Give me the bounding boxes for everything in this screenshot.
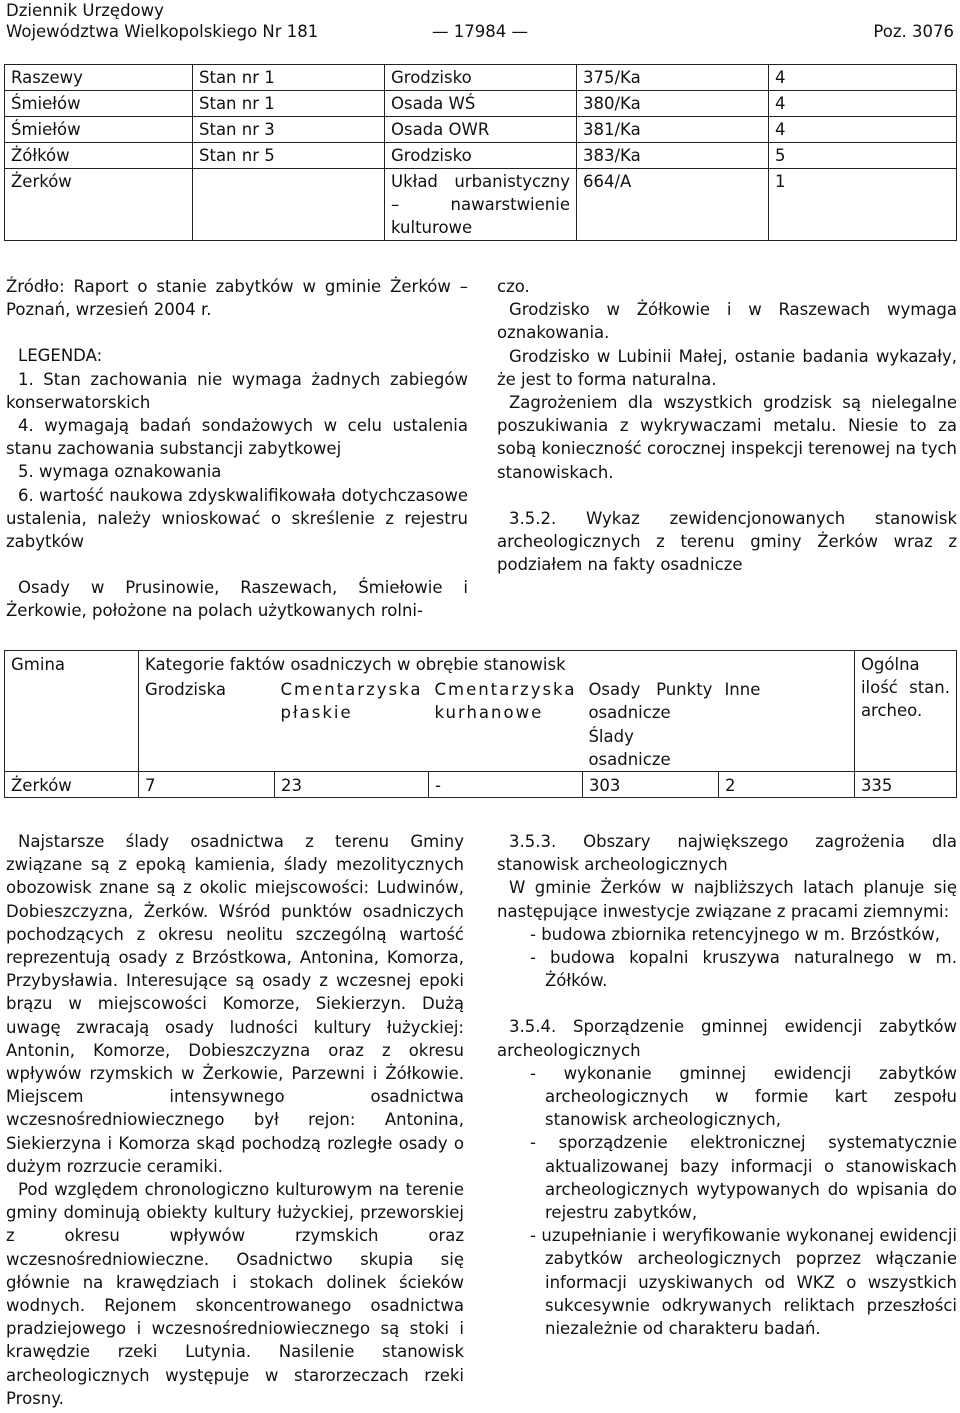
right-column-top bbox=[497, 275, 957, 576]
task-list bbox=[497, 1062, 957, 1340]
table-cell: 4 bbox=[769, 117, 957, 143]
table-cell: Stan nr 5 bbox=[193, 143, 385, 169]
list-item: - uzupełnianie i weryfikowanie wykonanej ewidencji zabytków archeologicznych poprzez włączanie informacji uzyskiwanych od WKZ o wszystkich sukcesywnie odkrywanych reliktach przeszłości niezależnie od charakteru badań. bbox=[530, 1226, 957, 1339]
section-heading: 3.5.2. Wykaz zewidencjonowanych stanowisk archeologicznych z terenu gminy Żerków wraz z podziałem na fakty osadnicze bbox=[497, 508, 957, 575]
table-cell: Raszewy bbox=[5, 65, 193, 91]
table-row bbox=[5, 143, 957, 169]
table-cell: Śmiełów bbox=[5, 91, 193, 117]
left-column-bottom bbox=[6, 830, 464, 1410]
header-other: Inne bbox=[718, 676, 854, 771]
table-cell: 23 bbox=[275, 772, 429, 798]
table-row bbox=[5, 651, 957, 677]
left-column-top bbox=[6, 275, 468, 623]
header-settlements: Osady Punkty osadnicze Ślady osadnicze bbox=[582, 676, 718, 771]
table-cell: Żerków bbox=[5, 169, 193, 241]
list-item: - budowa zbiornika retencyjnego w m. Brzóstków, bbox=[530, 924, 941, 944]
table-cell: 4 bbox=[769, 91, 957, 117]
legend-item: 1. Stan zachowania nie wymaga żadnych zabiegów konserwatorskich bbox=[6, 369, 468, 412]
settlements-paragraph: Osady w Prusinowie, Raszewach, Śmiełowie i Żerkowie, położone na polach użytkowanych rolni- bbox=[6, 578, 468, 621]
table-cell: 303 bbox=[582, 772, 718, 798]
right-column-bottom bbox=[497, 830, 957, 1340]
table-cell: 380/Ka bbox=[577, 91, 769, 117]
table-cell: Śmiełów bbox=[5, 117, 193, 143]
table-cell bbox=[193, 169, 385, 241]
table-row bbox=[5, 772, 957, 798]
legend-title: LEGENDA: bbox=[18, 346, 103, 366]
header-flat-cemeteries: Cmentarzyska płaskie bbox=[275, 676, 429, 771]
table-cell: Osada WŚ bbox=[385, 91, 577, 117]
journal-title: Dziennik Urzędowy bbox=[6, 1, 164, 20]
position-number: Poz. 3076 bbox=[873, 22, 954, 41]
sites-table bbox=[4, 64, 957, 241]
table-cell: 335 bbox=[854, 772, 956, 798]
list-item: - budowa kopalni kruszywa naturalnego w m. Żółków. bbox=[530, 948, 957, 991]
table-row bbox=[5, 169, 957, 241]
table-cell: Stan nr 1 bbox=[193, 65, 385, 91]
source-note: Źródło: Raport o stanie zabytków w gminie Żerków – Poznań, wrzesień 2004 r. bbox=[6, 277, 468, 320]
table-cell: 4 bbox=[769, 65, 957, 91]
legend-item: 6. wartość naukowa zdyskwalifikowała dotychczasowe ustalenia, należy wnioskować o skreślenie z rejestru zabytków bbox=[6, 485, 468, 552]
table-row bbox=[5, 676, 957, 771]
table-cell: 381/Ka bbox=[577, 117, 769, 143]
table-row bbox=[5, 65, 957, 91]
table-cell: Osada OWR bbox=[385, 117, 577, 143]
header-barrow-cemeteries: Cmentarzyska kurhanowe bbox=[428, 676, 582, 771]
paragraph: Zagrożeniem dla wszystkich grodzisk są nielegalne poszukiwania z wykrywaczami metalu. Niesie to za sobą konieczność corocznej inspekcji terenowej na tych stanowiskach. bbox=[497, 393, 957, 482]
table-cell: 383/Ka bbox=[577, 143, 769, 169]
header-categories: Kategorie faktów osadniczych w obrębie stanowisk bbox=[139, 651, 855, 677]
header-grodziska: Grodziska bbox=[139, 676, 275, 771]
table-cell: Grodzisko bbox=[385, 143, 577, 169]
table-cell: 664/A bbox=[577, 169, 769, 241]
investment-list bbox=[497, 923, 957, 993]
journal-voivodeship: Województwa Wielkopolskiego Nr 181 bbox=[6, 22, 319, 41]
table-cell: 375/Ka bbox=[577, 65, 769, 91]
table-row bbox=[5, 91, 957, 117]
legend-item: 4. wymagają badań sondażowych w celu ustalenia stanu zachowania substancji zabytkowej bbox=[6, 416, 468, 459]
page-header bbox=[6, 0, 954, 42]
header-gmina: Gmina bbox=[5, 651, 139, 772]
header-total: Ogólna ilość stan. archeo. bbox=[854, 651, 956, 772]
paragraph: W gminie Żerków w najbliższych latach planuje się następujące inwestycje związane z pracami ziemnymi: bbox=[497, 878, 957, 921]
table-cell: 7 bbox=[139, 772, 275, 798]
table-cell: 1 bbox=[769, 169, 957, 241]
table-cell: 2 bbox=[718, 772, 854, 798]
table-cell: Stan nr 3 bbox=[193, 117, 385, 143]
legend-item: 5. wymaga oznakowania bbox=[18, 462, 222, 482]
section-heading: 3.5.3. Obszary największego zagrożenia dla stanowisk archeologicznych bbox=[497, 832, 957, 875]
table-cell: Stan nr 1 bbox=[193, 91, 385, 117]
paragraph: Pod względem chronologiczno kulturowym na terenie gminy dominują obiekty kultury łużyckiej, przeworskiej z okresu wpływów rzymskich oraz wczesnośredniowieczne. Osadnictwo skupia się głównie na krawędziach i stokach dolinek ścieków wodnych. Rejonem skoncentrowanego osadnictwa pradziejowego i wczesnośredniowiecznego są stoki i krawędzie rzeki Lutynia. Nasilenie stanowisk archeologicznych występuje w starorzeczach rzeki Prosny. bbox=[6, 1180, 464, 1408]
table-row bbox=[5, 117, 957, 143]
table-cell: Grodzisko bbox=[385, 65, 577, 91]
settlement-facts-table bbox=[4, 650, 957, 798]
paragraph-continuation: czo. bbox=[497, 277, 530, 296]
section-heading: 3.5.4. Sporządzenie gminnej ewidencji zabytków archeologicznych bbox=[497, 1017, 957, 1060]
table-cell: Żółków bbox=[5, 143, 193, 169]
page-number: — 17984 — bbox=[432, 22, 528, 41]
paragraph: Grodzisko w Lubinii Małej, ostanie badania wykazały, że jest to forma naturalna. bbox=[497, 346, 957, 389]
paragraph: Najstarsze ślady osadnictwa z terenu Gminy związane są z epoką kamienia, ślady mezolitycznych obozowisk znane są z okolic miejscowości: Ludwinów, Dobieszczyzna, Żerków. Wśród punktów osadniczych pochodzących z okresu neolitu szczególną wartość reprezentują osady z Brzóstkowa, Antonina, Komorza, Przybysławia. Interesujące są osady z wczesnej epoki brązu w miejscowości Komorze, Siekierzyn. Dużą uwagę zwracają osady ludności kultury łużyckiej: Antonin, Komorze, Dobieszczyzna oraz z okresu wpływów rzymskich w Żerkowie, Parzewni i Żółkowie. Miejscem intensywnego osadnictwa wczesnośredniowiecznego był rejon: Antonina, Siekierzyna i Komorza skąd pochodzą rozległe osady o dużym rozrzucie ceramiki. bbox=[6, 832, 464, 1176]
table-cell: Układ urbanistyczny – nawarstwienie kulturowe bbox=[385, 169, 577, 241]
paragraph: Grodzisko w Żółkowie i w Raszewach wymaga oznakowania. bbox=[497, 300, 957, 343]
table-cell: - bbox=[428, 772, 582, 798]
table-cell: Żerków bbox=[5, 772, 139, 798]
list-item: - wykonanie gminnej ewidencji zabytków archeologicznych w formie kart zespołu stanowisk archeologicznych, bbox=[530, 1063, 957, 1130]
list-item: - sporządzenie elektronicznej systematycznie aktualizowanej bazy informacji o stanowiskach archeologicznych wytypowanych do wpisania do rejestru zabytków, bbox=[530, 1133, 957, 1223]
table-cell: 5 bbox=[769, 143, 957, 169]
